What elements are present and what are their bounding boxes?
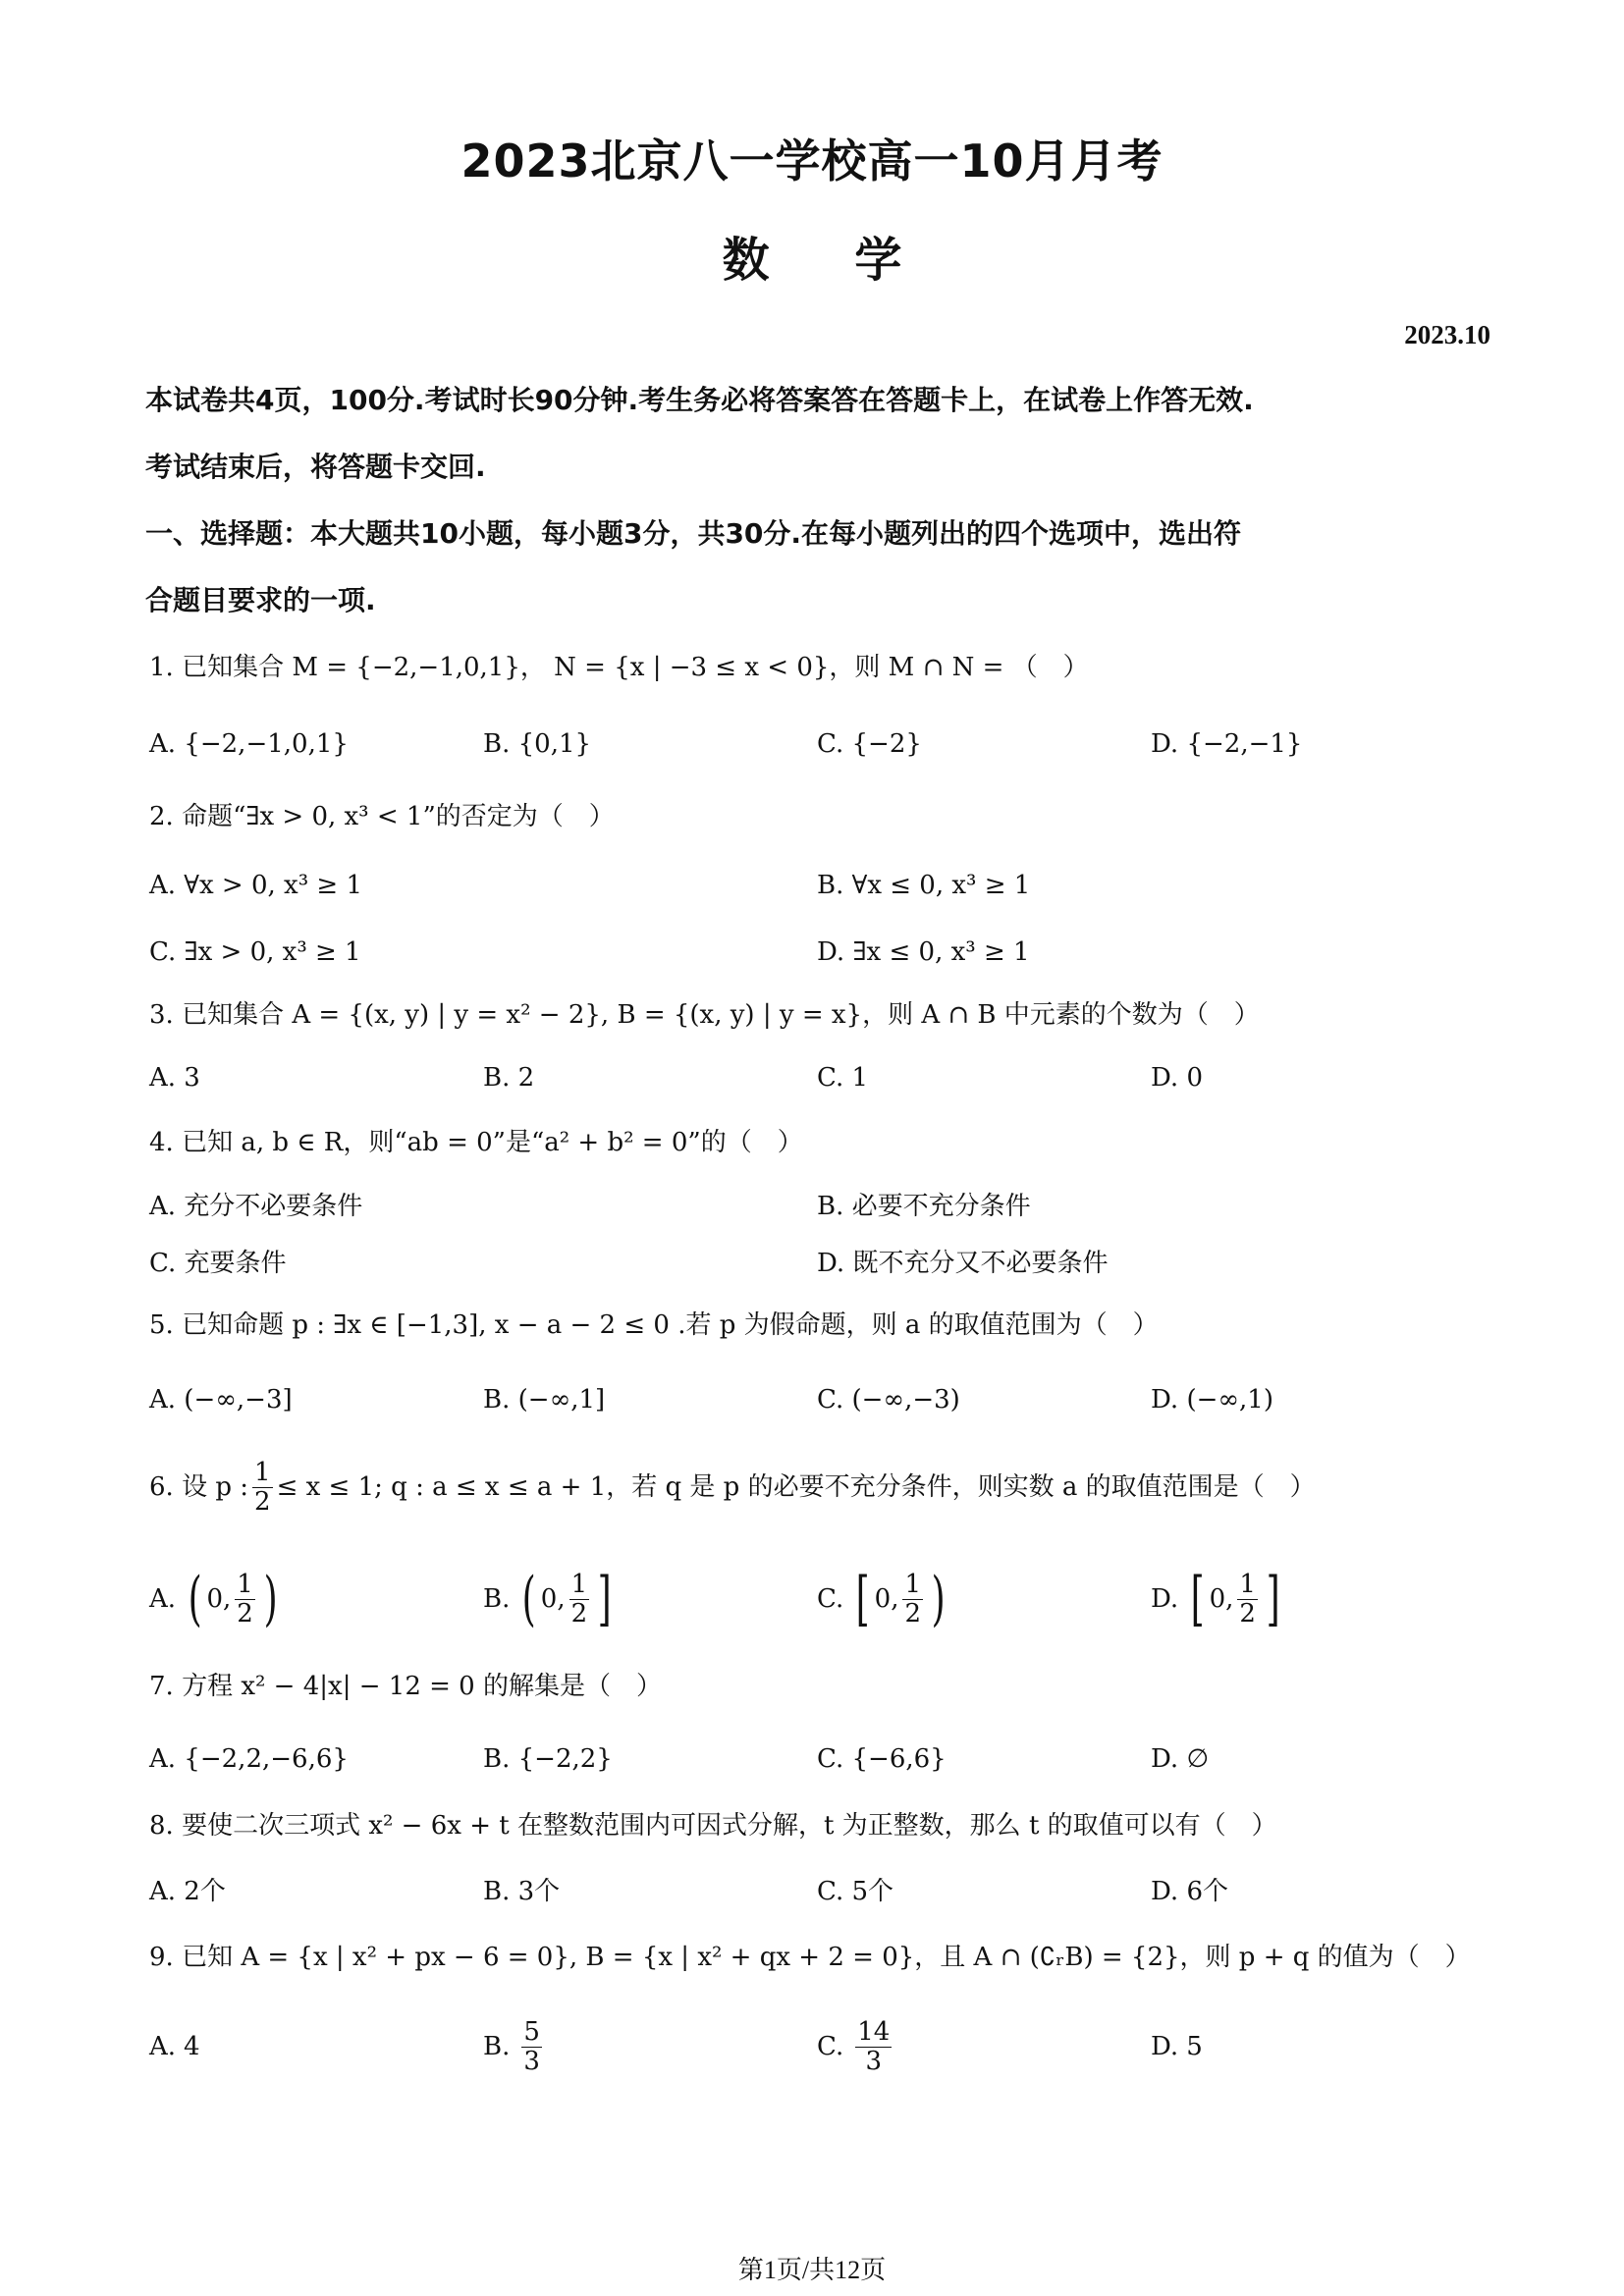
fraction — [521, 2018, 542, 2075]
fraction-denominator: 2 — [570, 1598, 588, 1629]
fraction-numerator: 5 — [523, 2016, 540, 2047]
option-a[interactable]: A. 2个 — [149, 1876, 226, 1906]
option-label: C. — [817, 2032, 844, 2061]
question-9-options — [149, 2002, 1504, 2091]
question-1-options — [149, 715, 1504, 774]
fraction — [1237, 1571, 1258, 1628]
question-2-options-row-2 — [149, 923, 1504, 982]
question-4-options-row-2 — [149, 1231, 1504, 1290]
option-b[interactable]: B. 2 — [483, 1063, 535, 1093]
question-3-stem: 3. 已知集合 A = {(x, y) | y = x² − 2}, B = {(x, y) | y = x}，则 A ∩ B 中元素的个数为（ ） — [149, 1000, 1260, 1030]
option-d[interactable]: D. 既不充分又不必要条件 — [817, 1248, 1109, 1278]
option-b[interactable] — [483, 1557, 617, 1641]
question-4-stem: 4. 已知 a, b ∈ R，则“ab = 0”是“a² + b² = 0”的（ ） — [149, 1128, 803, 1157]
bracket-close: ] — [1266, 1565, 1280, 1633]
option-b[interactable]: B. {0,1} — [483, 729, 592, 759]
option-c[interactable]: C. {−6,6} — [817, 1744, 947, 1774]
option-a[interactable]: A. {−2,−1,0,1} — [149, 729, 349, 759]
option-a[interactable] — [149, 1557, 282, 1641]
option-a[interactable]: A. ∀x > 0, x³ ≥ 1 — [149, 871, 362, 900]
option-a[interactable]: A. 3 — [149, 1063, 200, 1093]
exam-date: 2023.10 — [1404, 320, 1490, 349]
option-label: A. — [149, 2032, 177, 2061]
option-b[interactable]: B. {−2,2} — [483, 1744, 613, 1774]
option-c[interactable]: C. (−∞,−3) — [817, 1385, 960, 1415]
notice-line-1: 本试卷共4页，100分.考试时长90分钟.考生务必将答案答在答题卡上，在试卷上作答无效. — [145, 384, 1254, 416]
option-c[interactable]: C. 1 — [817, 1063, 869, 1093]
fraction — [855, 2018, 892, 2075]
option-b[interactable] — [483, 2002, 546, 2091]
fraction-denominator: 2 — [254, 1486, 271, 1517]
fraction-numerator: 1 — [1239, 1569, 1256, 1599]
fraction — [235, 1571, 255, 1628]
option-d[interactable]: D. 6个 — [1151, 1876, 1228, 1906]
bracket-close: ) — [263, 1565, 278, 1633]
option-a[interactable] — [149, 2002, 200, 2091]
question-1-stem: 1. 已知集合 M = {−2,−1,0,1}， N = {x | −3 ≤ x < 0}，则 M ∩ N = （ ） — [149, 653, 1089, 682]
option-d[interactable] — [1151, 2002, 1203, 2091]
fraction-numerator: 1 — [254, 1458, 271, 1487]
interval-start: 0, — [540, 1584, 566, 1614]
question-4-options-row-1 — [149, 1174, 1504, 1233]
fraction-numerator: 1 — [570, 1569, 588, 1599]
question-8-options — [149, 1859, 1504, 1918]
option-b[interactable]: B. (−∞,1] — [483, 1385, 606, 1415]
option-value: 5 — [1186, 2032, 1203, 2061]
question-6-options — [149, 1557, 1504, 1641]
page-footer: 第1页/共12页 — [737, 2256, 887, 2284]
question-7-options — [149, 1730, 1504, 1789]
fraction — [569, 1571, 590, 1628]
question-5-stem: 5. 已知命题 p : ∃x ∈ [−1,3], x − a − 2 ≤ 0 .若 p 为假命题，则 a 的取值范围为（ ） — [149, 1310, 1159, 1340]
option-d[interactable]: D. 0 — [1151, 1063, 1203, 1093]
option-c[interactable]: C. ∃x > 0, x³ ≥ 1 — [149, 937, 361, 967]
question-9-stem: 9. 已知 A = {x | x² + px − 6 = 0}, B = {x | x² + qx + 2 = 0}，且 A ∩ (∁ᵣB) = {2}，则 p + q 的值为（ ） — [149, 1943, 1471, 1972]
option-label: A. — [149, 1584, 177, 1614]
option-label: C. — [817, 1584, 844, 1614]
bracket-close: ] — [597, 1565, 612, 1633]
fraction-denominator: 3 — [523, 2046, 540, 2076]
question-7-stem: 7. 方程 x² − 4|x| − 12 = 0 的解集是（ ） — [149, 1672, 662, 1701]
option-value: 4 — [184, 2032, 200, 2061]
option-b[interactable]: B. ∀x ≤ 0, x³ ≥ 1 — [817, 871, 1031, 900]
option-label: B. — [483, 2032, 511, 2061]
option-b[interactable]: B. 必要不充分条件 — [817, 1191, 1031, 1221]
option-d[interactable]: D. ∅ — [1151, 1744, 1210, 1774]
question-2-options-row-1 — [149, 856, 1504, 915]
question-2-stem: 2. 命题“∃x > 0, x³ < 1”的否定为（ ） — [149, 802, 615, 831]
interval-start: 0, — [206, 1584, 232, 1614]
question-6-stem-prefix: 6. 设 p : — [149, 1472, 249, 1503]
bracket-close: ) — [931, 1565, 946, 1633]
interval-start: 0, — [874, 1584, 899, 1614]
option-d[interactable]: D. ∃x ≤ 0, x³ ≥ 1 — [817, 937, 1030, 967]
fraction-denominator: 2 — [237, 1598, 253, 1629]
option-a[interactable]: A. {−2,2,−6,6} — [149, 1744, 349, 1774]
option-d[interactable]: D. (−∞,1) — [1151, 1385, 1273, 1415]
fraction-numerator: 14 — [857, 2016, 891, 2047]
bracket-open: [ — [855, 1565, 870, 1633]
fraction-denominator: 3 — [865, 2046, 883, 2076]
question-5-options — [149, 1370, 1504, 1429]
option-c[interactable] — [817, 2002, 895, 2091]
exam-notice — [145, 367, 1490, 634]
question-6-stem-suffix: ≤ x ≤ 1; q : a ≤ x ≤ a + 1，若 q 是 p 的必要不充分条件，则实数 a 的取值范围是（ ） — [276, 1472, 1316, 1503]
bracket-open: [ — [1190, 1565, 1205, 1633]
question-3-options — [149, 1048, 1504, 1107]
option-c[interactable] — [817, 1557, 949, 1641]
section-heading-line-1: 一、选择题：本大题共10小题，每小题3分，共30分.在每小题列出的四个选项中，选出符 — [145, 517, 1242, 550]
section-heading-line-2: 合题目要求的一项. — [145, 584, 376, 616]
option-label: D. — [1151, 1584, 1179, 1614]
notice-line-2: 考试结束后，将答题卡交回. — [145, 451, 486, 483]
option-d[interactable] — [1151, 1557, 1284, 1641]
bracket-open: ( — [188, 1565, 202, 1633]
interval-start: 0, — [1209, 1584, 1234, 1614]
option-c[interactable]: C. 5个 — [817, 1876, 894, 1906]
fraction — [902, 1571, 923, 1628]
option-c[interactable]: C. {−2} — [817, 729, 922, 759]
option-a[interactable]: A. 充分不必要条件 — [149, 1191, 363, 1221]
bracket-open: ( — [522, 1565, 537, 1633]
subject-title: 数 学 — [722, 233, 902, 288]
option-a[interactable]: A. (−∞,−3] — [149, 1385, 293, 1415]
option-label: D. — [1151, 2032, 1179, 2061]
option-c[interactable]: C. 充要条件 — [149, 1248, 287, 1278]
option-label: B. — [483, 1584, 511, 1614]
question-8-stem: 8. 要使二次三项式 x² − 6x + t 在整数范围内可因式分解，t 为正整数，那么 t 的取值可以有（ ） — [149, 1811, 1277, 1841]
question-6-stem — [149, 1459, 1504, 1516]
fraction-numerator: 1 — [904, 1569, 922, 1599]
fraction-denominator: 2 — [1239, 1598, 1256, 1629]
page-title: 2023北京八一学校高一10月月考 — [460, 134, 1164, 187]
fraction-denominator: 2 — [904, 1598, 922, 1629]
option-b[interactable]: B. 3个 — [483, 1876, 561, 1906]
option-d[interactable]: D. {−2,−1} — [1151, 729, 1303, 759]
fraction-numerator: 1 — [237, 1569, 253, 1599]
stem-fraction — [252, 1459, 273, 1516]
